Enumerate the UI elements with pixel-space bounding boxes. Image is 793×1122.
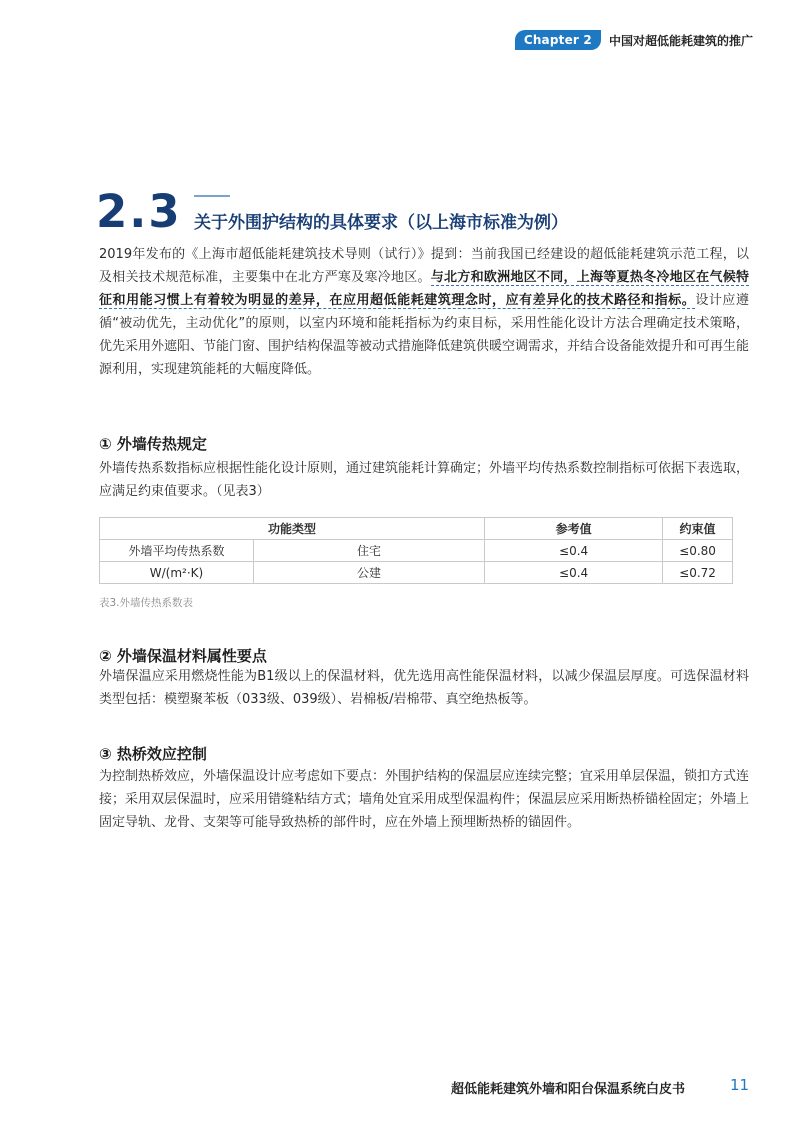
table-header-reference: 参考值 bbox=[485, 518, 663, 540]
intro-text-1: 2019年发布的《上海市超低能耗建筑技术导则（试行）》提到：当前我国已经建设的超低能耗建筑示范工程，以及相关技术规范标准，主要集中在北方严寒及寒冷地区。 bbox=[99, 247, 749, 285]
heading-insulation-material: ② 外墙保温材料属性要点 bbox=[99, 647, 267, 665]
table-header-type: 功能类型 bbox=[100, 518, 485, 540]
wall-heat-transfer-text: 外墙传热系数指标应根据性能化设计原则，通过建筑能耗计算确定；外墙平均传热系数控制指标可依据下表选取，应满足约束值要求。（见表3） bbox=[99, 461, 750, 499]
table-cell: 住宅 bbox=[254, 540, 485, 562]
chapter-title: 中国对超低能耗建筑的推广 bbox=[608, 33, 753, 48]
section-number: 2.3 bbox=[96, 185, 182, 238]
footer-title: 超低能耗建筑外墙和阳台保温系统白皮书 bbox=[451, 1082, 686, 1097]
section-title: 关于外围护结构的具体要求（以上海市标准为例） bbox=[194, 213, 568, 233]
table-header-row bbox=[100, 518, 733, 540]
thermal-bridge-text: 为控制热桥效应，外墙保温设计应考虑如下要点：外围护结构的保温层应连续完整；宜采用单层保温，锁扣方式连接；采用双层保温时，应采用错缝粘结方式；墙角处宜采用成型保温构件；保温层应采用断热桥锚栓固定；外墙上固定导轨、龙骨、支架等可能导致热桥的部件时，应在外墙上预埋断热桥的锚固件。 bbox=[99, 769, 750, 830]
heading-thermal-bridge: ③ 热桥效应控制 bbox=[99, 745, 207, 763]
table-cell: ≤0.80 bbox=[663, 540, 733, 562]
section-title-rule bbox=[194, 195, 230, 197]
table-cell: 外墙平均传热系数 bbox=[100, 540, 254, 562]
intro-text-2: 设计应遵循“被动优先，主动优化”的原则，以室内环境和能耗指标为约束目标，采用性能化设计方法合理确定技术策略，优先采用外遮阳、节能门窗、围护结构保温等被动式措施降低建筑供暖空调需求，并结合设备能效提升和可再生能源利用，实现建筑能耗的大幅度降低。 bbox=[99, 293, 750, 377]
table-row bbox=[100, 562, 733, 584]
table-row bbox=[100, 540, 733, 562]
page-number: 11 bbox=[730, 1076, 750, 1094]
table-cell: 公建 bbox=[254, 562, 485, 584]
page-header bbox=[515, 30, 753, 50]
insulation-material-text: 外墙保温应采用燃烧性能为B1级以上的保温材料，优先选用高性能保温材料，以减少保温层厚度。可选保温材料类型包括：模塑聚苯板（033级、039级）、岩棉板/岩棉带、真空绝热板等。 bbox=[99, 669, 749, 707]
table-cell: ≤0.4 bbox=[485, 540, 663, 562]
chapter-badge: Chapter 2 bbox=[515, 30, 601, 50]
heat-transfer-table bbox=[99, 517, 733, 584]
intro-paragraph bbox=[99, 243, 749, 381]
table-header-limit: 约束值 bbox=[663, 518, 733, 540]
heading-wall-heat-transfer: ① 外墙传热规定 bbox=[99, 435, 207, 453]
table-cell: ≤0.72 bbox=[663, 562, 733, 584]
table-caption: 表3.外墙传热系数表 bbox=[99, 597, 194, 609]
intro-emphasis: 与北方和欧洲地区不同，上海等夏热冬冷地区在气候特征和用能习惯上有着较为明显的差异，在应用超低能耗建筑理念时，应有差异化的技术路径和指标。 bbox=[99, 270, 749, 308]
table-cell: ≤0.4 bbox=[485, 562, 663, 584]
table-cell: W/(m²·K) bbox=[100, 562, 254, 584]
